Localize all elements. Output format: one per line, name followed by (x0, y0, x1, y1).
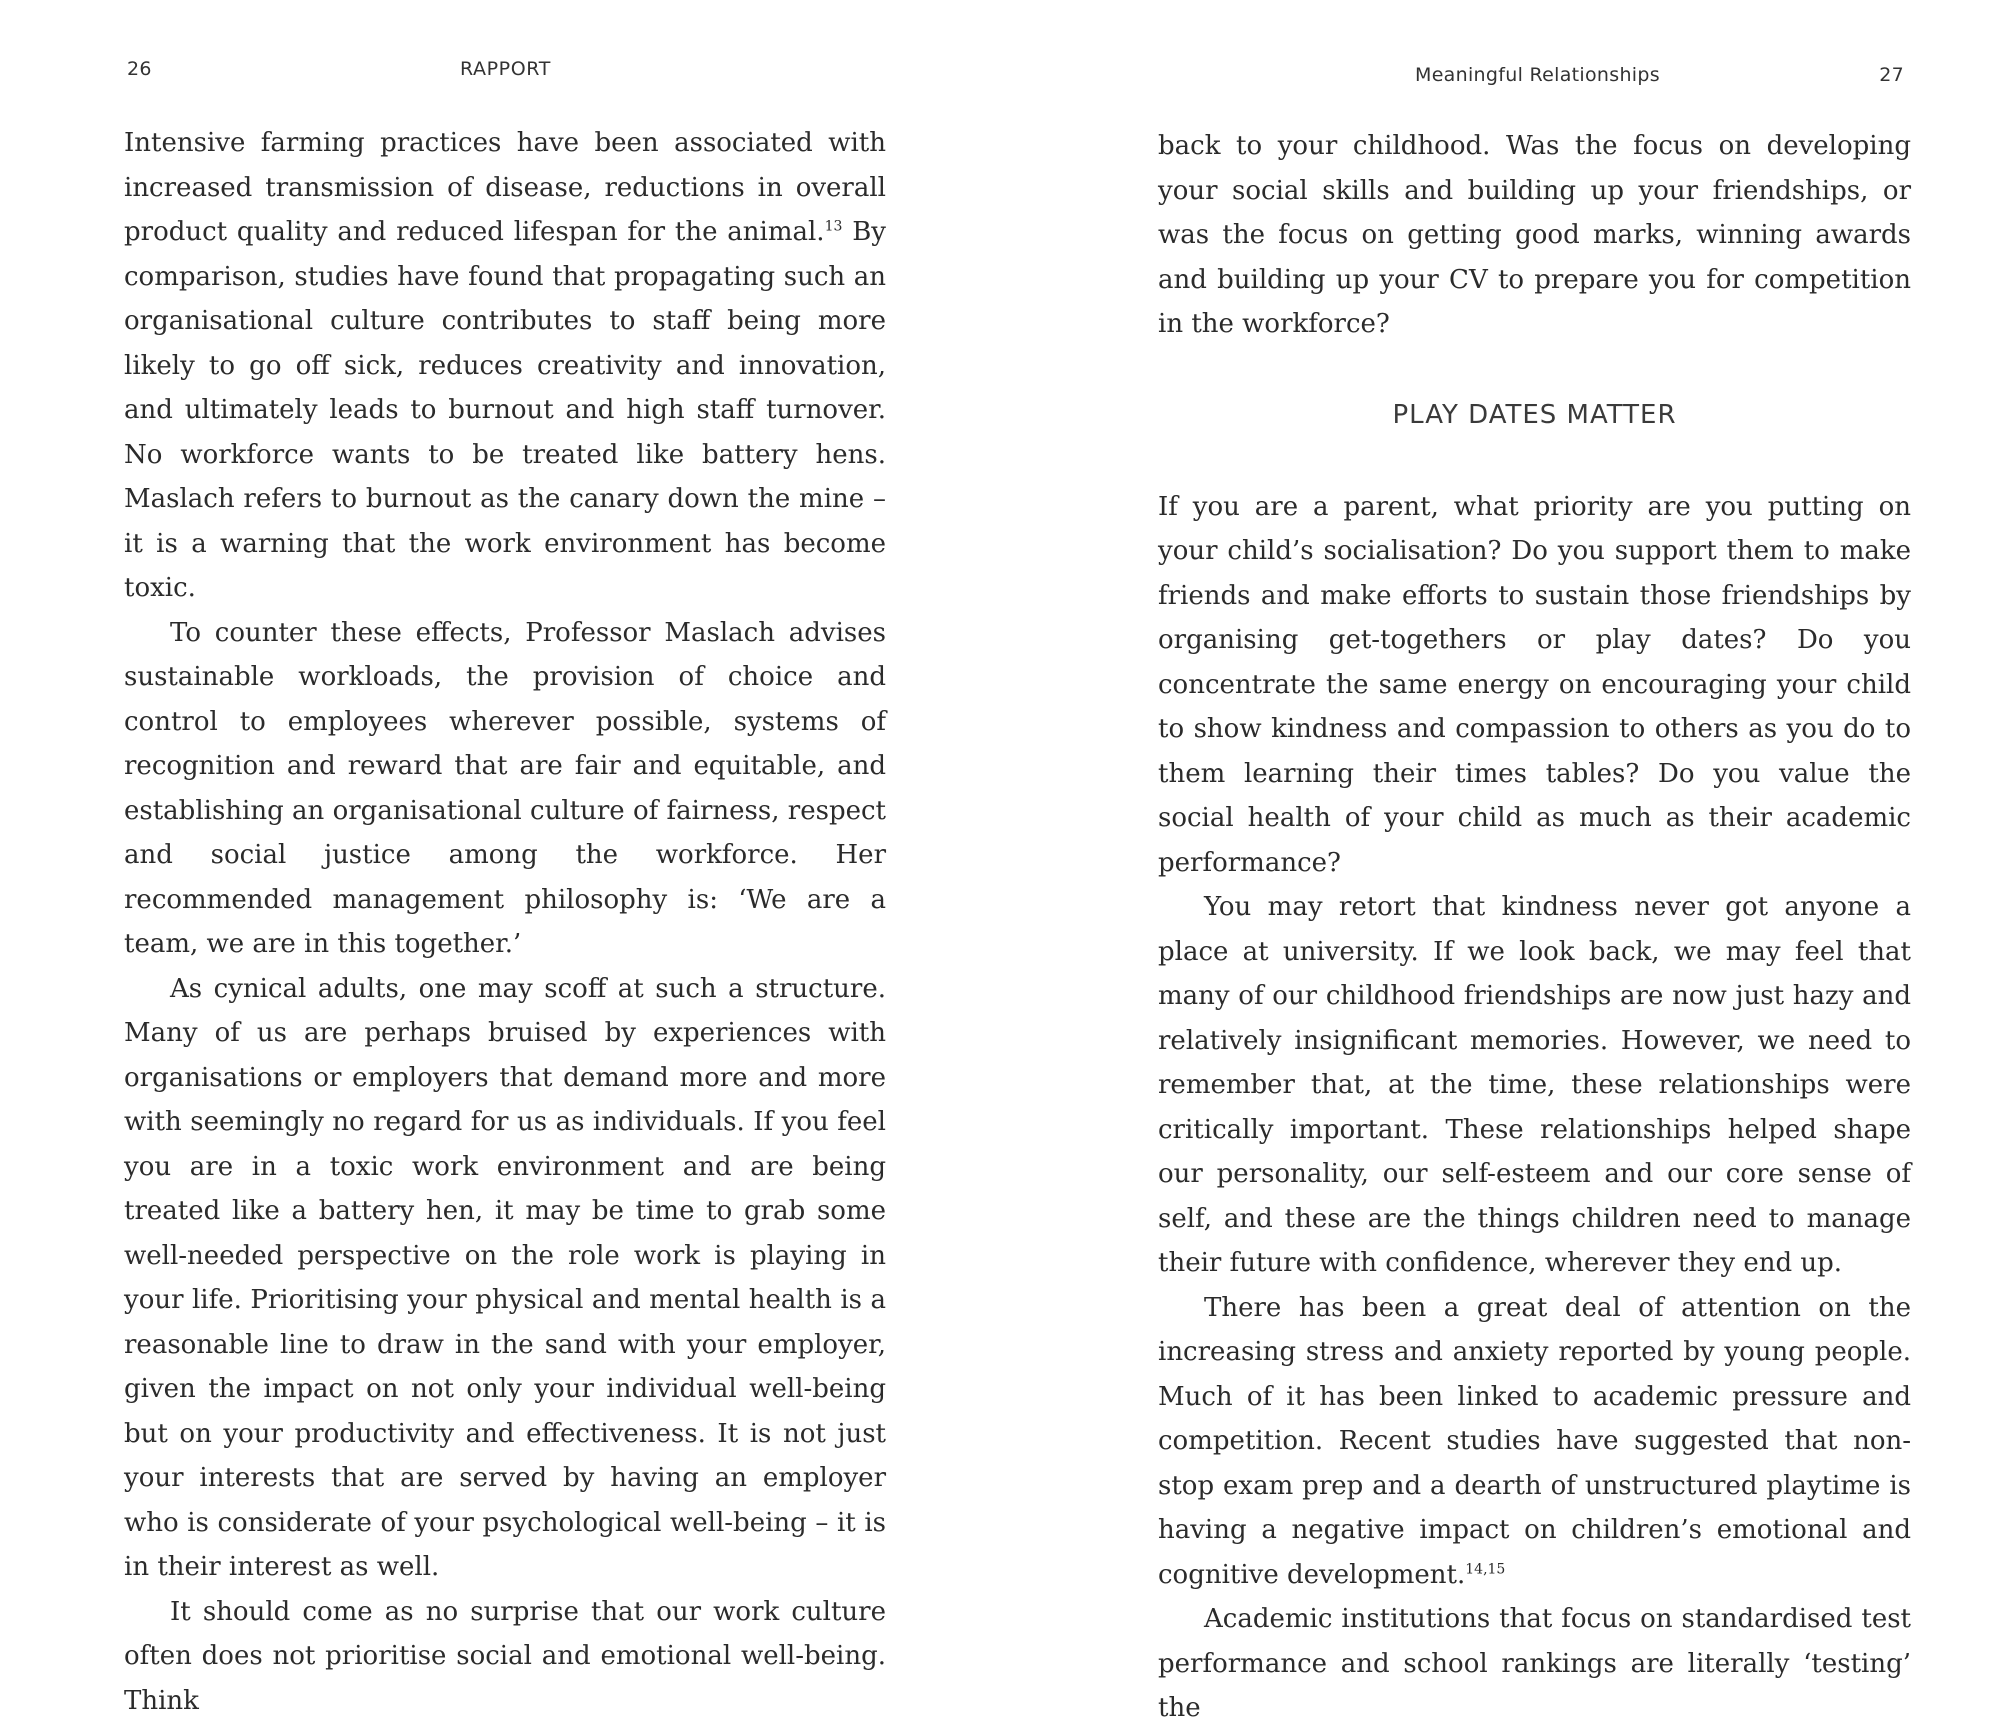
left-body-text (124, 121, 886, 1723)
paragraph-text: Intensive farming practices have been associated with increased transmission of disease, reductions in overall product quality and reduced lifespan for the animal. (124, 128, 886, 247)
paragraph: If you are a parent, what priority are you putting on your child’s socialisation? Do you support them to make friends and make efforts to sustain those friendships by organising get-togethers or play dates? Do you concentrate the same energy on encouraging your child to show kindness and compassion to others as you do to them learning their times tables? Do you value the social health of your child as much as their academic performance? (1158, 491, 1911, 878)
paragraph: To counter these effects, Professor Maslach advises sustainable workloads, the provision of choice and control to employees wherever possible, systems of recognition and reward that are fair and equitable, and establishing an organisational culture of fairness, respect and social justice among the workforce. Her recommended management philosophy is: ‘We are a team, we are in this together.’ (124, 617, 886, 959)
paragraph: You may retort that kindness never got anyone a place at university. If we look back, we may feel that many of our childhood friendships are now just hazy and relatively insignificant memories. However, we need to remember that, at the time, these relationships were critically important. These relationships helped shape our personality, our self-esteem and our core sense of self, and these are the things children need to manage their future with confidence, wherever they end up. (1158, 892, 1911, 1278)
paragraph: back to your childhood. Was the focus on developing your social skills and building up your friendships, or was the focus on getting good marks, winning awards and building up your CV to prepare you for competition in the workforce? (1158, 131, 1911, 339)
paragraph-text: By comparison, studies have found that propagating such an organisational culture contributes to staff being more likely to go off sick, reduces creativity and innovation, and ultimately leads to burnout and high staff turnover. No workforce wants to be treated like battery hens. Maslach refers to burnout as the canary down the mine – it is a warning that the work environment has become toxic. (124, 217, 886, 603)
section-heading: PLAY DATES MATTER (1392, 399, 1677, 430)
running-head-left: RAPPORT (460, 58, 551, 80)
paragraph: It should come as no surprise that our work culture often does not prioritise social and emotional well-being. Think (124, 1596, 886, 1716)
paragraph-text: There has been a great deal of attention on the increasing stress and anxiety reported by young people. Much of it has been linked to academic pressure and competition. Recent studies have suggested that non-stop exam prep and a dearth of unstructured playtime is having a negative impact on children’s emotional and cognitive development. (1158, 1292, 1911, 1590)
paragraph (1158, 1286, 1911, 1598)
paragraph: As cynical adults, one may scoff at such a structure. Many of us are perhaps bruised by experiences with organisations or employers that demand more and more with seemingly no regard for us as individuals. If you feel you are in a toxic work environment and are being treated like a battery hen, it may be time to grab some well-needed perspective on the role work is playing in your life. Prioritising your physical and mental health is a reasonable line to draw in the sand with your employer, given the impact on not only your individual well-being but on your productivity and effectiveness. It is not just your interests that are served by having an employer who is considerate of your psychological well-being – it is in their interest as well. (124, 973, 886, 1582)
right-body-text (1158, 124, 1911, 1731)
left-page (0, 0, 1000, 1716)
running-head-right: Meaningful Relationships (1415, 64, 1660, 86)
page-number-right: 27 (1879, 64, 1904, 86)
right-page (1000, 0, 2000, 1723)
paragraph: Academic institutions that focus on standardised test performance and school rankings are literally ‘testing’ the (1158, 1604, 1911, 1723)
paragraph (124, 121, 886, 611)
page-number-left: 26 (127, 58, 152, 80)
footnote-ref: 14,15 (1465, 1560, 1506, 1577)
footnote-ref: 13 (824, 218, 843, 235)
